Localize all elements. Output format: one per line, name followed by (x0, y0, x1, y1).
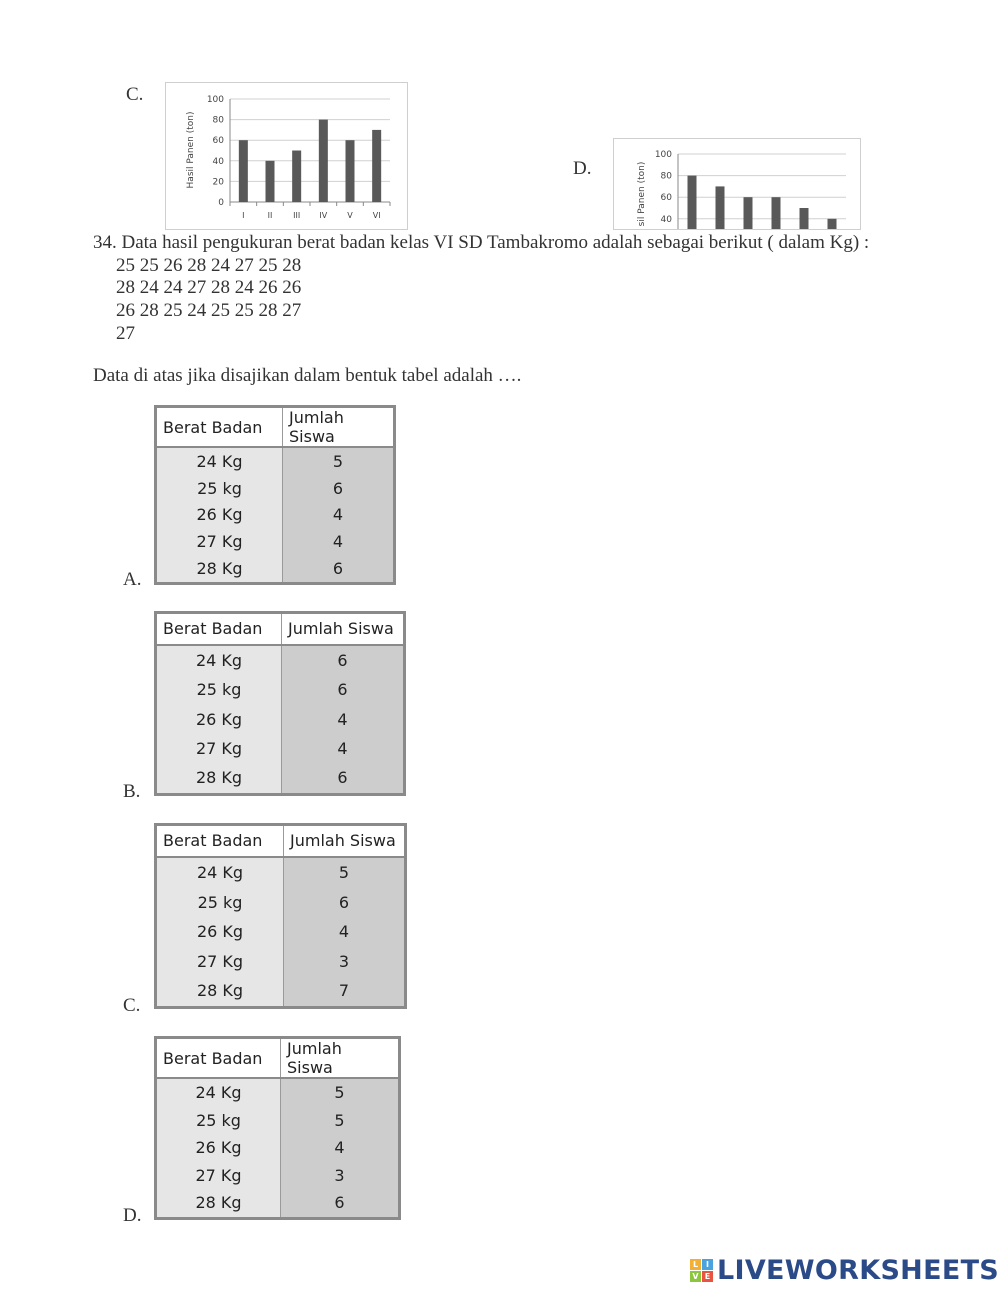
count-cell: 6 (283, 475, 395, 502)
count-cell: 4 (283, 528, 395, 555)
count-cell: 4 (282, 734, 405, 763)
bar (319, 120, 328, 202)
bar-chart-d (614, 139, 860, 229)
chart-d-option-label: D. (573, 158, 592, 179)
weight-cell: 27 Kg (156, 946, 284, 975)
y-tick-label: 0 (218, 198, 224, 208)
option-c-table (154, 823, 407, 1009)
option-d-label: D. (123, 1205, 142, 1226)
bar (372, 130, 381, 202)
bar (800, 208, 809, 229)
count-cell: 6 (282, 675, 405, 704)
data-line-1: 25 25 26 28 24 27 25 28 (116, 255, 302, 276)
x-tick-label: I (242, 211, 245, 220)
count-cell: 6 (283, 555, 395, 584)
header-berat-badan: Berat Badan (156, 1038, 281, 1079)
bar (239, 140, 248, 202)
count-cell: 7 (284, 976, 406, 1008)
bar (828, 219, 837, 229)
count-cell: 5 (281, 1107, 400, 1134)
header-jumlah-siswa: Jumlah Siswa (283, 407, 395, 448)
count-cell: 3 (281, 1162, 400, 1189)
chart-c (165, 82, 408, 230)
y-tick-label: 40 (212, 156, 224, 167)
weight-cell: 24 Kg (156, 857, 284, 888)
liveworksheets-logo (690, 1252, 999, 1288)
question-number: 34. (93, 232, 117, 253)
header-jumlah-siswa: Jumlah Siswa (282, 613, 405, 645)
weight-cell: 28 Kg (156, 555, 283, 584)
count-cell: 5 (281, 1078, 400, 1107)
count-cell: 4 (283, 502, 395, 529)
y-axis-label: sil Panen (ton) (637, 161, 647, 227)
weight-cell: 24 Kg (156, 447, 283, 475)
x-tick-label: II (267, 211, 273, 220)
option-b-label: B. (123, 781, 141, 802)
logo-text: LIVEWORKSHEETS (717, 1254, 1000, 1286)
bar (688, 176, 697, 229)
y-tick-label: 100 (654, 150, 672, 160)
bar (292, 151, 301, 203)
weight-cell: 26 Kg (156, 502, 283, 529)
weight-cell: 26 Kg (156, 917, 284, 946)
y-tick-label: 60 (660, 193, 672, 204)
bar (716, 186, 725, 229)
bar-chart-c (166, 83, 407, 229)
y-tick-label: 100 (206, 95, 224, 105)
header-jumlah-siswa: Jumlah Siswa (284, 825, 406, 857)
weight-cell: 28 Kg (156, 1189, 281, 1219)
count-cell: 4 (284, 917, 406, 946)
bar (744, 197, 753, 229)
weight-cell: 25 kg (156, 475, 283, 502)
x-tick-label: III (293, 211, 301, 220)
weight-cell: 27 Kg (156, 1162, 281, 1189)
option-c-label: C. (123, 995, 141, 1016)
weight-cell: 26 Kg (156, 704, 282, 733)
bar (266, 161, 275, 202)
option-d-table (154, 1036, 401, 1220)
question-34 (93, 232, 869, 254)
weight-cell: 27 Kg (156, 734, 282, 763)
header-jumlah-siswa: Jumlah Siswa (281, 1038, 400, 1079)
count-cell: 5 (283, 447, 395, 475)
data-line-3: 26 28 25 24 25 25 28 27 (116, 300, 302, 321)
count-cell: 6 (282, 645, 405, 676)
count-cell: 3 (284, 946, 406, 975)
weight-cell: 25 kg (156, 1107, 281, 1134)
logo-square: L (690, 1259, 701, 1270)
bar (772, 197, 781, 229)
weight-cell: 27 Kg (156, 528, 283, 555)
x-tick-label: IV (319, 211, 328, 220)
count-cell: 5 (284, 857, 406, 888)
logo-squares-icon (690, 1259, 713, 1282)
weight-cell: 25 kg (156, 887, 284, 916)
data-line-4: 27 (116, 323, 135, 344)
logo-square: V (690, 1271, 701, 1282)
weight-cell: 25 kg (156, 675, 282, 704)
y-tick-label: 80 (212, 115, 224, 126)
option-a-label: A. (123, 569, 142, 590)
header-berat-badan: Berat Badan (156, 407, 283, 448)
count-cell: 6 (284, 887, 406, 916)
header-berat-badan: Berat Badan (156, 825, 284, 857)
x-tick-label: VI (372, 211, 381, 220)
option-b-table (154, 611, 406, 796)
header-berat-badan: Berat Badan (156, 613, 282, 645)
x-tick-label: V (347, 211, 353, 220)
chart-c-option-label: C. (126, 84, 144, 105)
bar (346, 140, 355, 202)
weight-cell: 26 Kg (156, 1134, 281, 1161)
weight-cell: 24 Kg (156, 645, 282, 676)
weight-cell: 28 Kg (156, 763, 282, 795)
y-tick-label: 80 (660, 171, 672, 182)
y-tick-label: 60 (212, 136, 224, 147)
chart-d (613, 138, 861, 230)
y-axis-label: Hasil Panen (ton) (186, 111, 196, 189)
count-cell: 6 (282, 763, 405, 795)
option-a-table (154, 405, 396, 585)
question-text: Data hasil pengukuran berat badan kelas VI SD Tambakromo adalah sebagai berikut ( dalam Kg) : (121, 232, 870, 253)
weight-cell: 28 Kg (156, 976, 284, 1008)
count-cell: 6 (281, 1189, 400, 1219)
y-tick-label: 40 (660, 214, 672, 225)
count-cell: 4 (281, 1134, 400, 1161)
y-tick-label: 20 (212, 177, 224, 188)
weight-cell: 24 Kg (156, 1078, 281, 1107)
logo-square: E (702, 1271, 713, 1282)
logo-square: I (702, 1259, 713, 1270)
question-prompt: Data di atas jika disajikan dalam bentuk tabel adalah …. (93, 365, 522, 386)
count-cell: 4 (282, 704, 405, 733)
data-line-2: 28 24 24 27 28 24 26 26 (116, 277, 302, 298)
